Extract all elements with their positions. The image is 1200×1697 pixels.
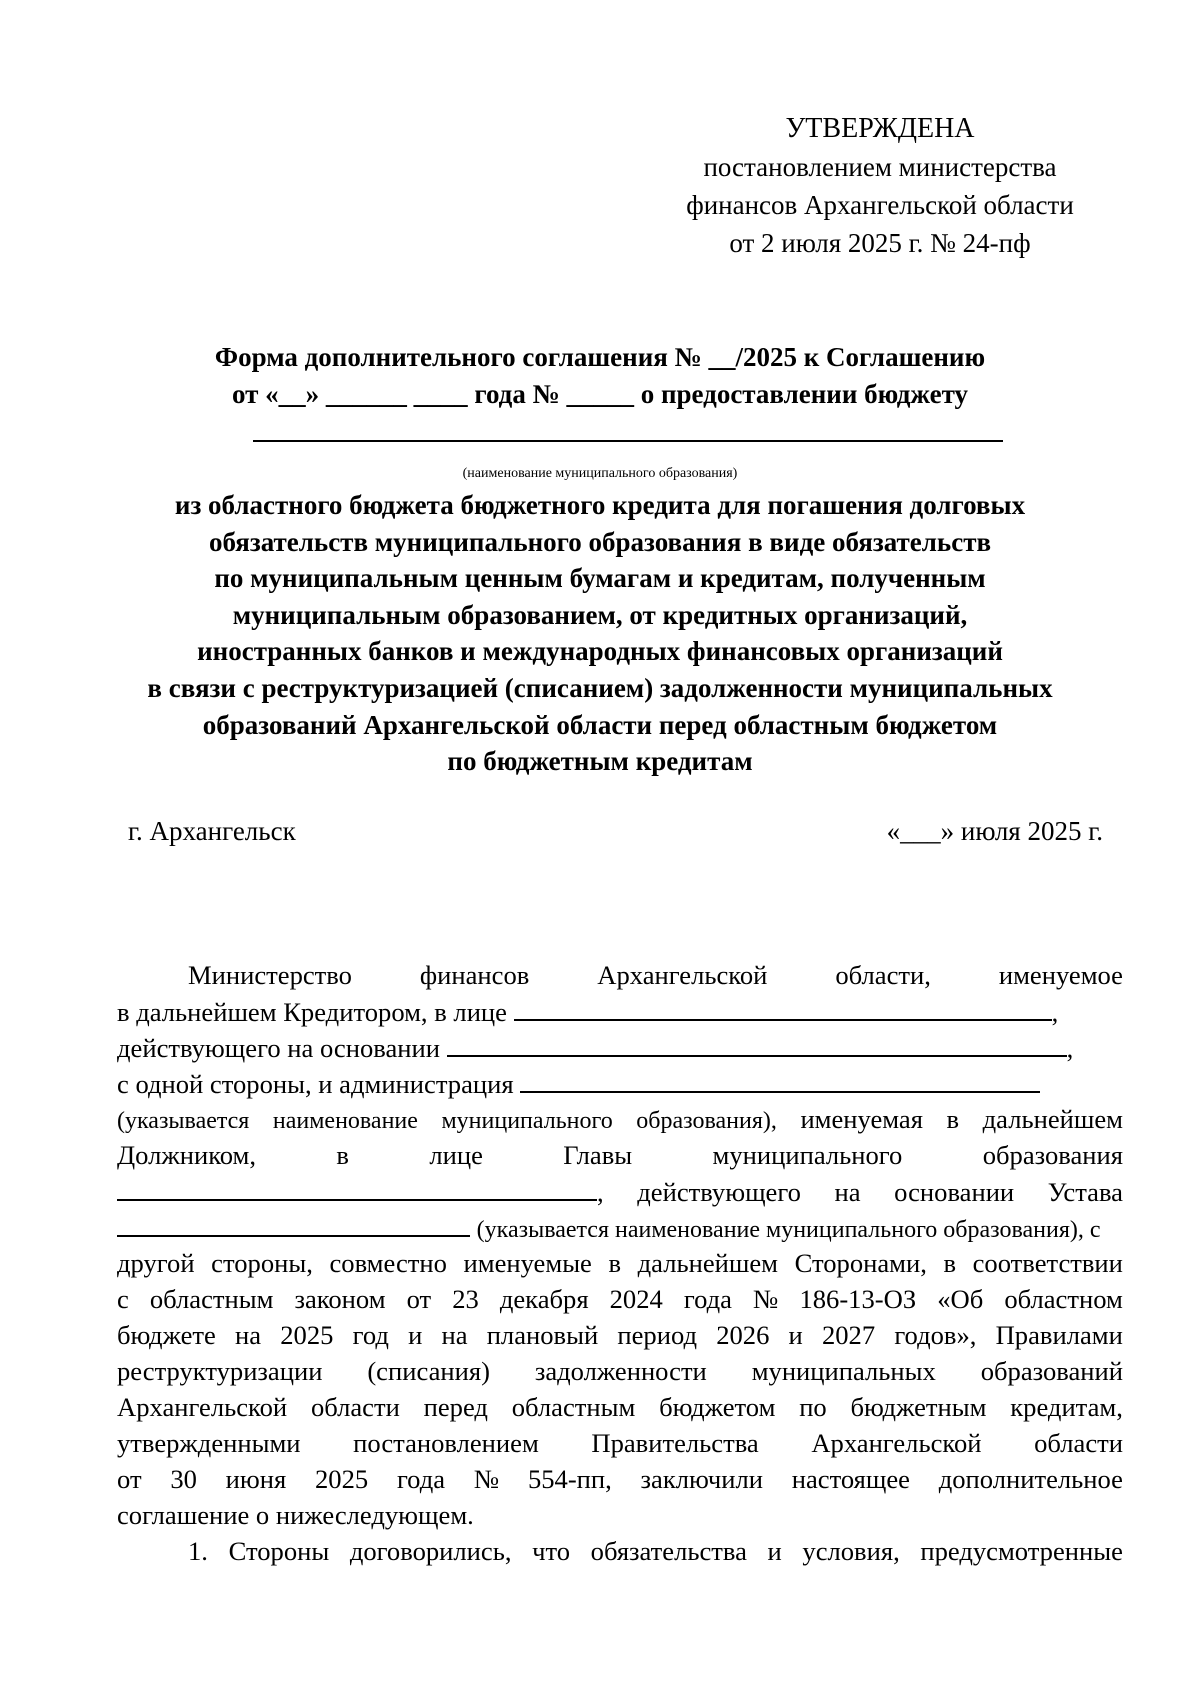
body-line: , действующего на основании Устава — [117, 1173, 1123, 1209]
head-of-municipality-blank — [117, 1173, 597, 1201]
subtitle-line: по муниципальным ценным бумагам и кредитам, полученным — [214, 563, 986, 594]
body-line: другой стороны, совместно именуемые в дальнейшем Сторонами, в соответствии — [117, 1248, 1123, 1278]
approval-stamp — [640, 110, 1120, 262]
subtitle-line: в связи с реструктуризацией (списанием) задолженности муниципальных — [147, 672, 1053, 703]
body-line: (указывается наименование муниципального образования), именуемая в дальнейшем — [117, 1104, 1123, 1134]
creditor-representative-blank — [514, 993, 1052, 1021]
body-line: действующего на основании , — [117, 1029, 1123, 1065]
body-line: Должником, в лице Главы муниципального образования — [117, 1140, 1123, 1170]
title-line: Форма дополнительного соглашения № __/2025 к Соглашению — [214, 342, 986, 372]
body-line: бюджете на 2025 год и на плановый период 2026 и 2027 годов», Правилами — [117, 1320, 1123, 1350]
body-line: реструктуризации (списания) задолженности муниципальных образований — [117, 1356, 1123, 1386]
place-of-signing: г. Архангельск — [128, 816, 296, 846]
body-line: в дальнейшем Кредитором, в лице , — [117, 993, 1123, 1029]
municipality-caption: (наименование муниципального образования) — [462, 466, 738, 481]
subtitle-line: обязательств муниципального образования в виде обязательств — [208, 526, 992, 557]
subtitle-line: по бюджетным кредитам — [447, 746, 753, 777]
subtitle-line: образований Архангельской области перед областным бюджетом — [202, 709, 998, 740]
subtitle-line: муниципальным образованием, от кредитных организаций, — [232, 599, 968, 630]
municipality-name-blank — [253, 440, 1003, 442]
approval-line: постановлением министерства — [703, 152, 1057, 182]
body-line: Министерство финансов Архангельской области, именуемое — [188, 960, 1123, 990]
body-line: от 30 июня 2025 года № 554-пп, заключили настоящее дополнительное — [117, 1464, 1123, 1494]
body-line: с областным законом от 23 декабря 2024 года № 186-13-ОЗ «Об областном — [117, 1284, 1123, 1314]
signing-date: «___» июля 2025 г. — [886, 816, 1103, 846]
approval-line: финансов Архангельской области — [686, 190, 1074, 220]
body-line: с одной стороны, и администрация — [117, 1065, 1123, 1101]
document-subtitle — [100, 487, 1100, 780]
document-title — [100, 339, 1100, 413]
body-line: Архангельской области перед областным бюджетом по бюджетным кредитам, — [117, 1392, 1123, 1422]
body-line: 1. Стороны договорились, что обязательства и условия, предусмотренные — [188, 1536, 1123, 1566]
body-line: утвержденными постановлением Правительства Архангельской области — [117, 1428, 1123, 1458]
municipality-administration-blank — [520, 1065, 1040, 1093]
subtitle-line: из областного бюджета бюджетного кредита для погашения долговых — [174, 490, 1026, 520]
approval-line: от 2 июля 2025 г. № 24-пф — [729, 228, 1031, 258]
title-line: от «__» ______ ____ года № _____ о предоставлении бюджету — [231, 379, 969, 409]
approval-heading: УТВЕРЖДЕНА — [785, 113, 975, 144]
subtitle-line: иностранных банков и международных финансовых организаций — [197, 636, 1003, 667]
body-line: соглашение о нижеследующем. — [117, 1500, 474, 1530]
charter-blank — [117, 1209, 470, 1237]
creditor-basis-blank — [447, 1029, 1067, 1057]
body-line: (указывается наименование муниципального образования), с — [117, 1209, 1123, 1245]
agreement-body — [117, 957, 1123, 1569]
